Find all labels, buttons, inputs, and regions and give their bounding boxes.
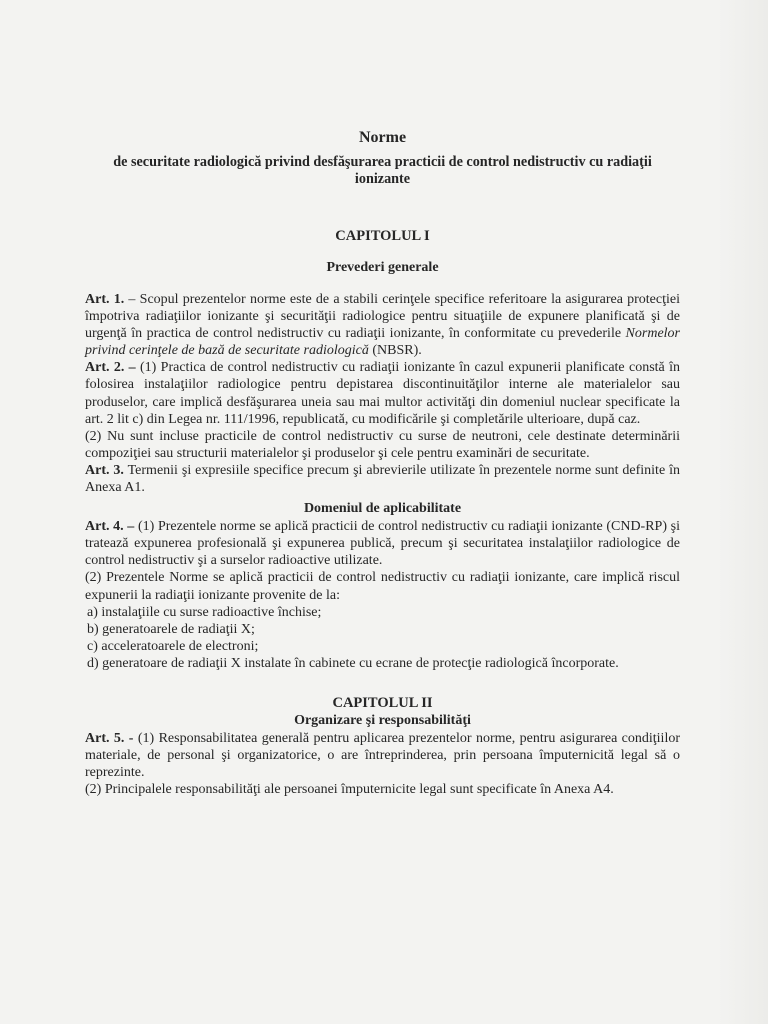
article-4-paragraph-2: (2) Prezentele Norme se aplică practicii de control nedistructiv cu radiaţii ionizante, care implică riscul expunerii la radiaţii ionizante provenite de la: [85,570,680,603]
article-3-text: Termenii şi expresiile specifice precum şi abrevierile utilizate în prezentele norme sunt definite în Anexa A1. [85,462,680,496]
section-organization: Organizare şi responsabilităţi [294,712,471,728]
article-2-label: Art. 2. – [85,360,136,376]
article-2 [85,359,680,427]
list-item: a) instalaţiile cu surse radioactive închise; [87,604,322,620]
article-5-text: (1) Responsabilitatea generală pentru aplicarea prezentelor norme, pentru asigurarea condiţiilor materiale, de personal şi organizatorice, o are întreprinderea, prin persoana împuternicită legal să o reprezinte. [85,730,681,781]
list-item: b) generatoarele de radiaţii X; [87,621,255,637]
document-title: Norme [358,129,407,146]
article-2-paragraph-2: (2) Nu sunt incluse practicile de control nedistructiv cu surse de neutroni, cele destinate determinării compoziţiei sau structurii materialelor şi produselor şi cele pentru examinări de securitate. [85,428,680,461]
article-1 [85,291,680,359]
article-1-text: – Scopul prezentelor norme este de a stabili cerinţele specifice referitoare la asigurarea protecţiei împotriva radiaţiilor ionizante şi securităţii radiologice pentru situaţiile de expunere planificată şi de urgenţă în practica de control nedistructiv cu radiaţii ionizante, în conformitate cu prevederile [85,292,680,342]
article-1-label: Art. 1. [85,292,125,307]
chapter-1-heading: CAPITOLUL I [335,228,430,244]
article-3 [85,462,680,496]
chapter-2-heading: CAPITOLUL II [332,694,433,711]
article-1-text-end: (NBSR). [368,343,422,359]
article-3-label: Art. 3. [85,462,124,478]
article-5-label: Art. 5. - [85,730,134,746]
article-5 [85,730,680,781]
article-4-text: (1) Prezentele norme se aplică practicii de control nedistructiv cu radiaţii ionizante (CND-RP) şi tratează expunerea profesională şi expunerea publică, precum şi securitatea instalaţiilor radiologice de control nedistructiv şi a surselor radioactive utilizate. [85,519,680,569]
article-4 [85,518,680,569]
list-item: c) acceleratoarele de electroni; [87,638,259,654]
document-subtitle: de securitate radiologică privind desfăşurarea practicii de control nedistructiv cu radiaţii ionizante [113,154,652,187]
scan-shadow [718,0,768,1024]
document-content [85,128,680,798]
list-item: d) generatoare de radiaţii X instalate în cabinete cu ecrane de protecţie radiologică încorporate. [87,655,619,671]
article-4-label: Art. 4. – [85,519,135,535]
article-5-paragraph-2: (2) Principalele responsabilităţi ale persoanei împuternicite legal sunt specificate în Anexa A4. [85,782,614,798]
section-scope: Domeniul de aplicabilitate [303,501,462,517]
section-general-provisions: Prevederi generale [326,260,439,275]
article-2-text: (1) Practica de control nedistructiv cu radiaţii ionizante în cazul expunerii planificate constă în folosirea instalaţiilor radiologice pentru depistarea discontinuităţilor interne ale materialelor sau produselor, care implică desfăşurarea uneia sau mai multor activităţi din domeniul nuclear specificate la art. 2 lit c) din Legea nr. 111/1996, republicată, cu modificările şi completările ulterioare, după caz. [85,360,680,427]
article-1-italic-reference: Normelor privind cerinţele de bază de securitate radiologică [85,326,680,359]
